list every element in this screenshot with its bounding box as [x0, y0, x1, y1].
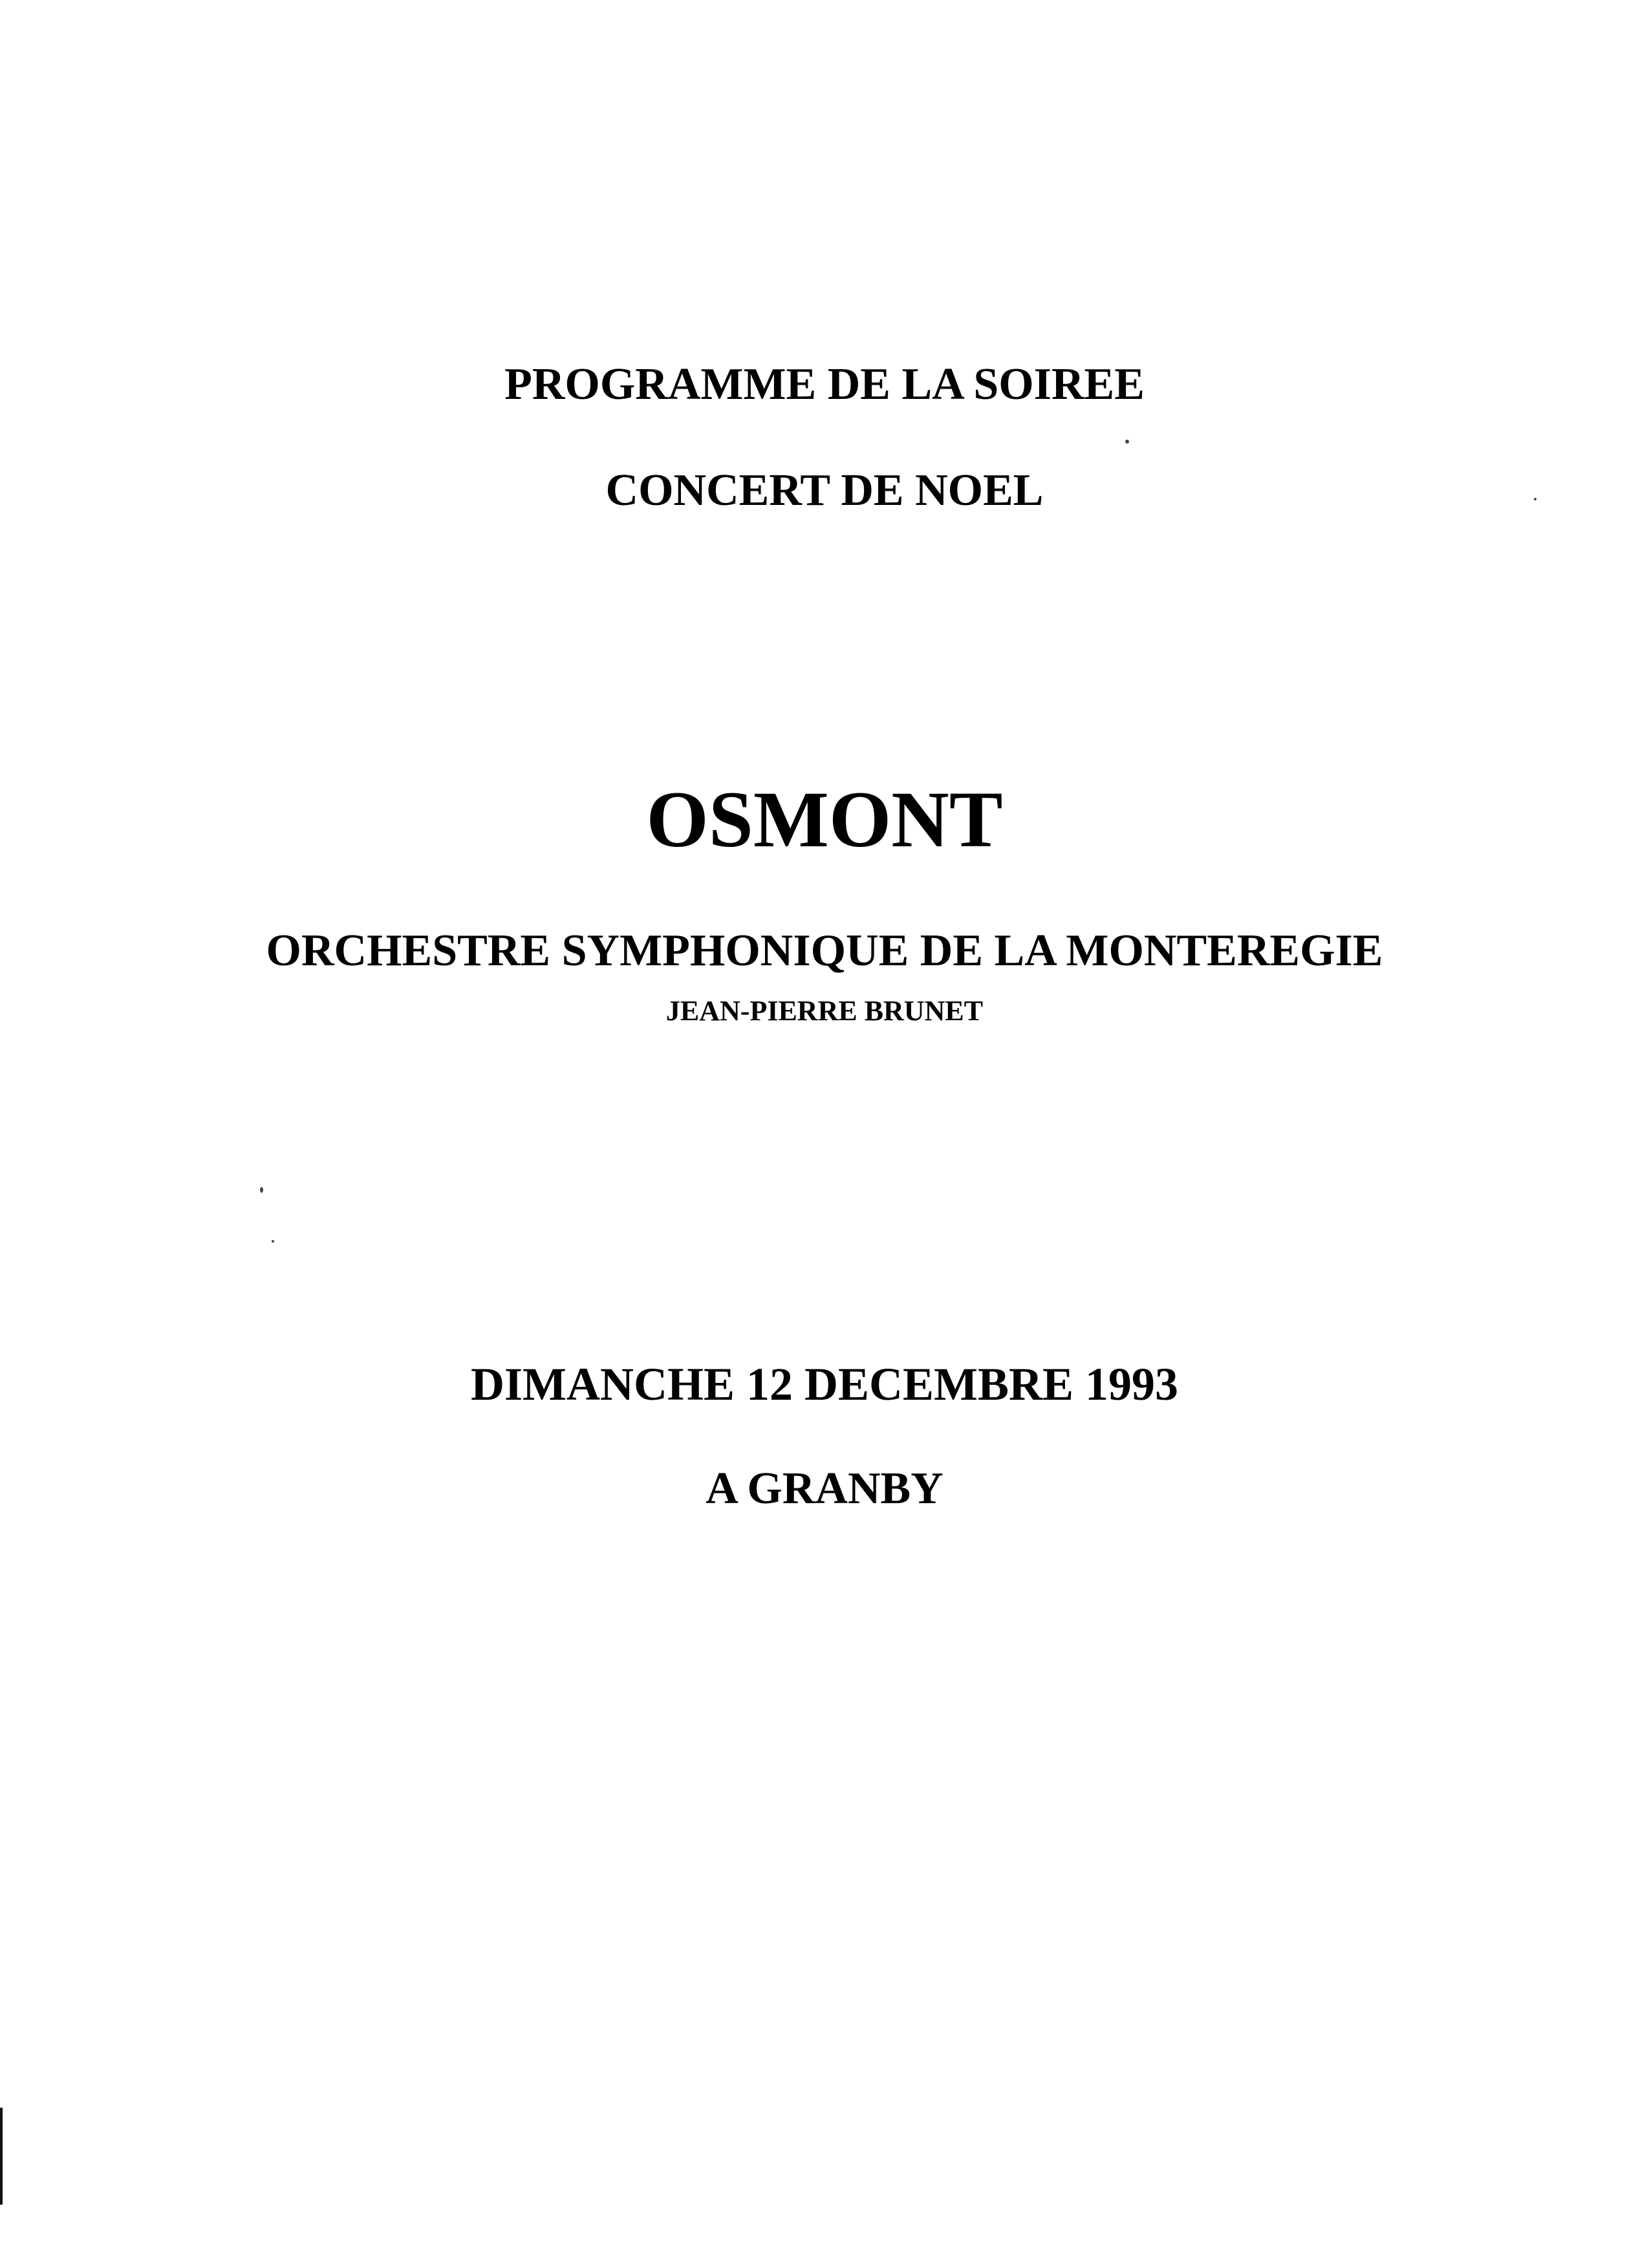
scan-speck	[272, 1240, 274, 1243]
concert-location: A GRANBY	[706, 1464, 943, 1514]
conductor-name: JEAN-PIERRE BRUNET	[665, 995, 984, 1027]
concert-date: DIMANCHE 12 DECEMBRE 1993	[470, 1358, 1179, 1410]
performer-name: OSMONT	[646, 775, 1003, 864]
scan-speck	[260, 1187, 263, 1193]
event-title: CONCERT DE NOEL	[605, 465, 1044, 515]
scan-edge-mark	[0, 2108, 3, 2205]
scan-speck	[1534, 498, 1536, 500]
orchestra-name: ORCHESTRE SYMPHONIQUE DE LA MONTEREGIE	[266, 926, 1383, 976]
program-heading: PROGRAMME DE LA SOIREE	[504, 359, 1145, 409]
scan-speck	[1125, 440, 1129, 444]
